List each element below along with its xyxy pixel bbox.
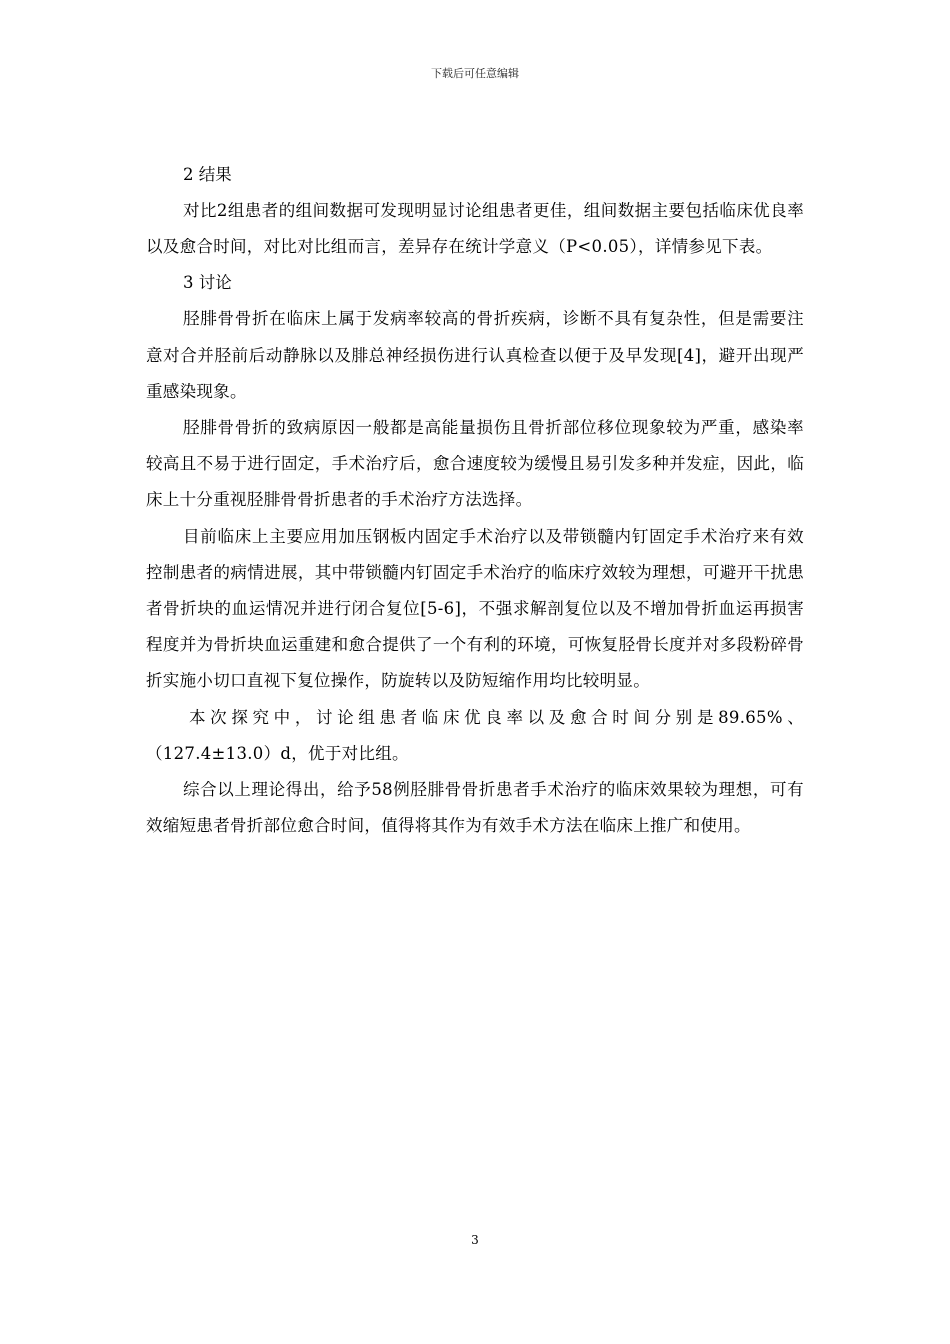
discussion-paragraph-4: 本次探究中，讨论组患者临床优良率以及愈合时间分别是89.65%、（127.4±13.0）d，优于对比组。 <box>146 707 804 763</box>
discussion-paragraph-1: 胫腓骨骨折在临床上属于发病率较高的骨折疾病，诊断不具有复杂性，但是需要注意对合并胫前后动静脉以及腓总神经损伤进行认真检查以便于及早发现[4]，避开出现严重感染现象。 <box>146 309 804 401</box>
discussion-paragraph-2: 胫腓骨骨折的致病原因一般都是高能量损伤且骨折部位移位现象较为严重，感染率较高且不易于进行固定，手术治疗后，愈合速度较为缓慢且易引发多种并发症，因此，临床上十分重视胫腓骨骨折患者的手术治疗方法选择。 <box>146 418 804 510</box>
page-header-note: 下载后可任意编辑 <box>431 67 519 80</box>
discussion-paragraph-5: 综合以上理论得出，给予58例胫腓骨骨折患者手术治疗的临床效果较为理想，可有效缩短患者骨折部位愈合时间，值得将其作为有效手术方法在临床上推广和使用。 <box>146 780 804 836</box>
section-heading-results: 2 结果 <box>183 165 232 184</box>
results-paragraph: 对比2组患者的组间数据可发现明显讨论组患者更佳，组间数据主要包括临床优良率以及愈合时间，对比对比组而言，差异存在统计学意义（P<0.05），详情参见下表。 <box>146 201 804 257</box>
document-body <box>146 157 804 844</box>
section-heading-discussion: 3 讨论 <box>183 273 232 293</box>
page-number: 3 <box>471 1233 479 1247</box>
discussion-paragraph-3: 目前临床上主要应用加压钢板内固定手术治疗以及带锁髓内钉固定手术治疗来有效控制患者的病情进展，其中带锁髓内钉固定手术治疗的临床疗效较为理想，可避开干扰患者骨折块的血运情况并进行闭合复位[5-6]，不强求解剖复位以及不增加骨折血运再损害程度并为骨折块血运重建和愈合提供了一个有利的环境，可恢复胫骨长度并对多段粉碎骨折实施小切口直视下复位操作，防旋转以及防短缩作用均比较明显。 <box>146 526 804 691</box>
